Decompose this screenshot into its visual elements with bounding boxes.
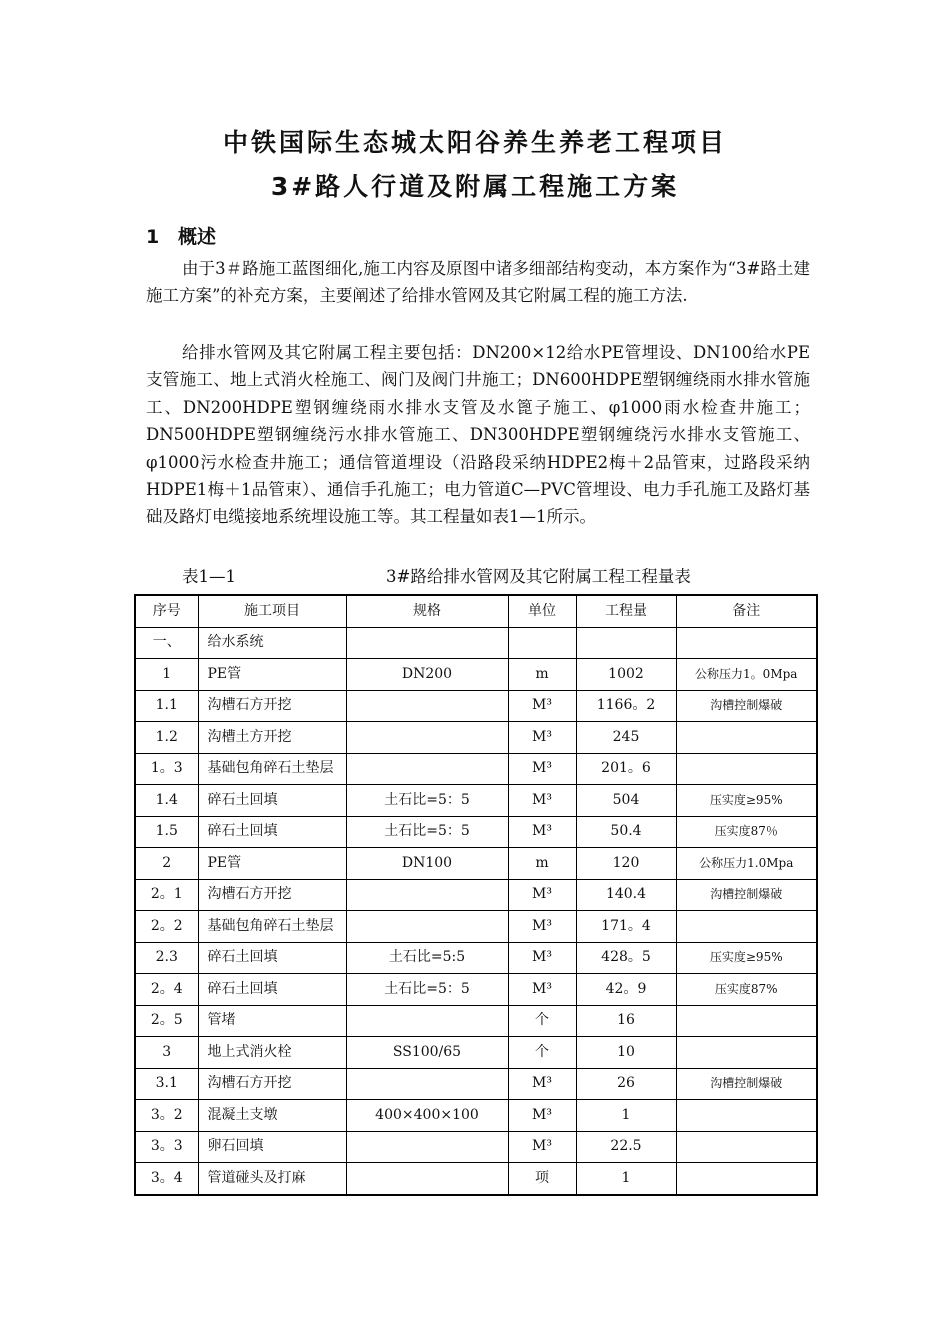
cell-quantity: 504 xyxy=(576,785,676,817)
cell-unit: M³ xyxy=(508,879,576,911)
cell-unit: M³ xyxy=(508,1131,576,1163)
cell-spec: DN200 xyxy=(346,659,508,691)
table-row xyxy=(135,848,817,880)
cell-item: 管道碰头及打麻 xyxy=(198,1163,346,1195)
cell-spec xyxy=(346,1163,508,1195)
cell-item: 沟槽石方开挖 xyxy=(198,879,346,911)
cell-note: 公称压力1。0Mpa xyxy=(676,659,817,691)
cell-item: 卵石回填 xyxy=(198,1131,346,1163)
table-row xyxy=(135,879,817,911)
cell-quantity: 171。4 xyxy=(576,911,676,943)
cell-unit: M³ xyxy=(508,911,576,943)
header-cell: 序号 xyxy=(135,595,198,627)
cell-index: 1.4 xyxy=(135,785,198,817)
cell-note xyxy=(676,1163,817,1195)
cell-spec xyxy=(346,690,508,722)
cell-spec xyxy=(346,911,508,943)
header-cell: 施工项目 xyxy=(198,595,346,627)
cell-quantity: 50.4 xyxy=(576,816,676,848)
cell-spec: 400×400×100 xyxy=(346,1100,508,1132)
cell-item: 给水系统 xyxy=(198,627,346,659)
cell-note: 公称压力1.0Mpa xyxy=(676,848,817,880)
cell-index: 一、 xyxy=(135,627,198,659)
cell-item: PE管 xyxy=(198,848,346,880)
cell-note xyxy=(676,627,817,659)
cell-quantity: 140.4 xyxy=(576,879,676,911)
cell-index: 2。1 xyxy=(135,879,198,911)
header-cell: 单位 xyxy=(508,595,576,627)
cell-item: 管堵 xyxy=(198,1005,346,1037)
section-number: 1 xyxy=(146,226,160,248)
cell-quantity: 1 xyxy=(576,1100,676,1132)
header-cell: 规格 xyxy=(346,595,508,627)
cell-index: 3.1 xyxy=(135,1068,198,1100)
cell-index: 2。4 xyxy=(135,974,198,1006)
cell-note xyxy=(676,722,817,754)
cell-quantity: 245 xyxy=(576,722,676,754)
cell-note xyxy=(676,1037,817,1069)
table-row xyxy=(135,1163,817,1195)
cell-unit: M³ xyxy=(508,753,576,785)
cell-unit: 个 xyxy=(508,1005,576,1037)
cell-note: 压实度87％ xyxy=(676,816,817,848)
cell-item: 沟槽土方开挖 xyxy=(198,722,346,754)
cell-unit: M³ xyxy=(508,942,576,974)
cell-index: 3。3 xyxy=(135,1131,198,1163)
section-heading xyxy=(146,222,216,249)
cell-item: 碎石土回填 xyxy=(198,816,346,848)
table-header-row xyxy=(135,595,817,627)
cell-spec xyxy=(346,753,508,785)
cell-unit: m xyxy=(508,659,576,691)
cell-item: 基础包角碎石土垫层 xyxy=(198,911,346,943)
cell-note: 沟槽控制爆破 xyxy=(676,1068,817,1100)
cell-item: 碎石土回填 xyxy=(198,942,346,974)
cell-unit: M³ xyxy=(508,690,576,722)
table-row xyxy=(135,785,817,817)
cell-item: 基础包角碎石土垫层 xyxy=(198,753,346,785)
table-row xyxy=(135,1100,817,1132)
cell-spec xyxy=(346,722,508,754)
cell-note: 沟槽控制爆破 xyxy=(676,879,817,911)
table-row xyxy=(135,722,817,754)
table-row xyxy=(135,753,817,785)
document-title-line2: 3#路人行道及附属工程施工方案 xyxy=(270,172,680,201)
cell-index: 1 xyxy=(135,659,198,691)
cell-note: 压实度87% xyxy=(676,974,817,1006)
cell-unit: M³ xyxy=(508,785,576,817)
cell-index: 3 xyxy=(135,1037,198,1069)
cell-spec xyxy=(346,1005,508,1037)
cell-unit: 个 xyxy=(508,1037,576,1069)
cell-note xyxy=(676,1005,817,1037)
cell-index: 2。5 xyxy=(135,1005,198,1037)
cell-item: 碎石土回填 xyxy=(198,974,346,1006)
cell-unit xyxy=(508,627,576,659)
cell-quantity: 120 xyxy=(576,848,676,880)
cell-spec: SS100/65 xyxy=(346,1037,508,1069)
cell-note xyxy=(676,1131,817,1163)
cell-quantity xyxy=(576,627,676,659)
cell-note xyxy=(676,911,817,943)
cell-index: 3。4 xyxy=(135,1163,198,1195)
cell-note xyxy=(676,753,817,785)
header-cell: 备注 xyxy=(676,595,817,627)
cell-quantity: 42。9 xyxy=(576,974,676,1006)
cell-quantity: 1 xyxy=(576,1163,676,1195)
cell-quantity: 16 xyxy=(576,1005,676,1037)
table-row xyxy=(135,1005,817,1037)
table-row xyxy=(135,816,817,848)
table-caption-title: 3#路给排水管网及其它附属工程工程量表 xyxy=(386,567,691,586)
cell-quantity: 10 xyxy=(576,1037,676,1069)
cell-quantity: 428。5 xyxy=(576,942,676,974)
section-title: 概述 xyxy=(178,226,217,248)
table-row xyxy=(135,942,817,974)
document-title-line1: 中铁国际生态城太阳谷养生养老工程项目 xyxy=(222,128,727,157)
cell-quantity: 201。6 xyxy=(576,753,676,785)
cell-index: 2。2 xyxy=(135,911,198,943)
cell-unit: M³ xyxy=(508,1100,576,1132)
cell-note: 沟槽控制爆破 xyxy=(676,690,817,722)
table-row xyxy=(135,911,817,943)
cell-quantity: 22.5 xyxy=(576,1131,676,1163)
table-row xyxy=(135,974,817,1006)
cell-quantity: 26 xyxy=(576,1068,676,1100)
header-cell: 工程量 xyxy=(576,595,676,627)
cell-unit: M³ xyxy=(508,722,576,754)
cell-item: PE管 xyxy=(198,659,346,691)
cell-index: 1.1 xyxy=(135,690,198,722)
cell-quantity: 1166。2 xyxy=(576,690,676,722)
cell-note: 压实度≥95% xyxy=(676,785,817,817)
cell-item: 混凝土支墩 xyxy=(198,1100,346,1132)
table-row xyxy=(135,1068,817,1100)
cell-unit: M³ xyxy=(508,974,576,1006)
cell-note: 压实度≥95% xyxy=(676,942,817,974)
cell-item: 沟槽石方开挖 xyxy=(198,1068,346,1100)
cell-index: 3。2 xyxy=(135,1100,198,1132)
cell-index: 2.3 xyxy=(135,942,198,974)
cell-spec xyxy=(346,1131,508,1163)
cell-quantity: 1002 xyxy=(576,659,676,691)
cell-index: 1.2 xyxy=(135,722,198,754)
table-row xyxy=(135,659,817,691)
table-row xyxy=(135,1037,817,1069)
cell-spec xyxy=(346,1068,508,1100)
quantity-table xyxy=(134,594,818,1196)
cell-unit: M³ xyxy=(508,1068,576,1100)
cell-spec: DN100 xyxy=(346,848,508,880)
cell-index: 1。3 xyxy=(135,753,198,785)
paragraph-intro: 由于3＃路施工蓝图细化,施工内容及原图中诸多细部结构变动，本方案作为“3#路土建施工方案”的补充方案，主要阐述了给排水管网及其它附属工程的施工方法. xyxy=(146,259,810,306)
cell-spec xyxy=(346,879,508,911)
cell-item: 碎石土回填 xyxy=(198,785,346,817)
table-row xyxy=(135,690,817,722)
cell-note xyxy=(676,1100,817,1132)
cell-unit: m xyxy=(508,848,576,880)
table-row xyxy=(135,1131,817,1163)
cell-index: 2 xyxy=(135,848,198,880)
cell-spec: 土石比=5：5 xyxy=(346,816,508,848)
cell-spec: 土石比=5：5 xyxy=(346,785,508,817)
cell-item: 地上式消火栓 xyxy=(198,1037,346,1069)
cell-item: 沟槽石方开挖 xyxy=(198,690,346,722)
cell-unit: M³ xyxy=(508,816,576,848)
cell-spec: 土石比=5：5 xyxy=(346,974,508,1006)
table-caption-number: 表1—1 xyxy=(182,567,236,586)
cell-index: 1.5 xyxy=(135,816,198,848)
table-row xyxy=(135,627,817,659)
cell-spec: 土石比=5:5 xyxy=(346,942,508,974)
paragraph-scope: 给排水管网及其它附属工程主要包括：DN200×12给水PE管埋设、DN100给水PE支管施工、地上式消火栓施工、阀门及阀门井施工；DN600HDPE塑钢缠绕雨水排水管施工、DN200HDPE塑钢缠绕雨水排水支管及水篦子施工、φ1000雨水检查井施工；DN500HDPE塑钢缠绕污水排水管施工、DN300HDPE塑钢缠绕污水排水支管施工、φ1000污水检查井施工；通信管道埋设（沿路段采纳HDPE2梅＋2品管束，过路段采纳HDPE1梅＋1品管束）、通信手孔施工；电力管道C—PVC管埋设、电力手孔施工及路灯基础及路灯电缆接地系统埋设施工等。其工程量如表1—1所示。 xyxy=(146,343,810,527)
cell-spec xyxy=(346,627,508,659)
cell-unit: 项 xyxy=(508,1163,576,1195)
